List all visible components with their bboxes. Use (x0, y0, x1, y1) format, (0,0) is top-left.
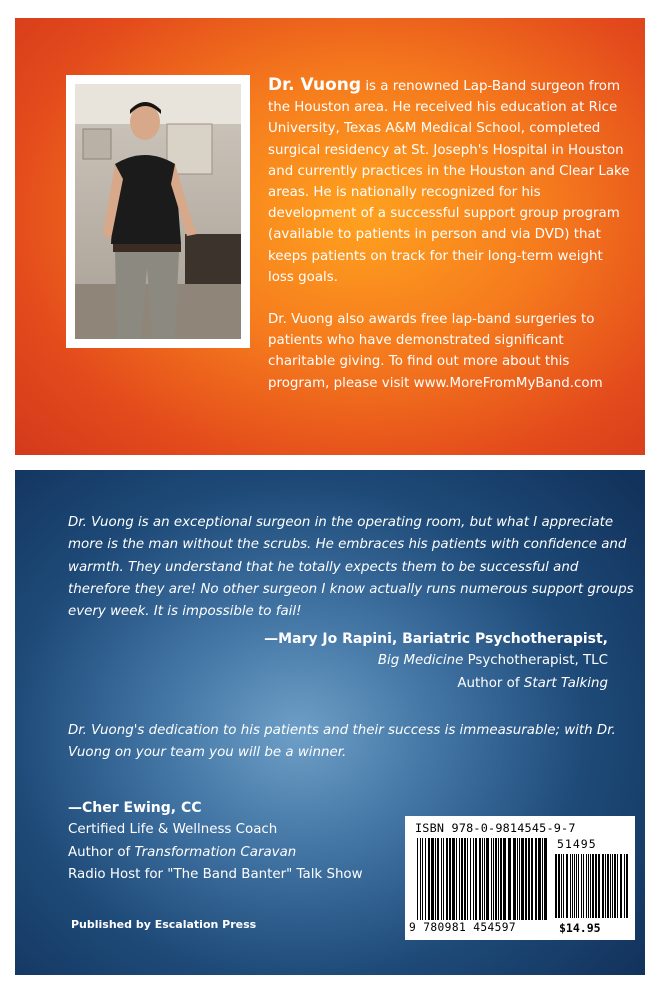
barcode-addon-bar (612, 854, 613, 918)
show-title: Big Medicine (377, 653, 464, 669)
barcode-addon-bar (583, 854, 584, 918)
testimonial-2-author: —Cher Ewing, CC (68, 800, 202, 816)
barcode-addon-bar (578, 854, 579, 918)
barcode-addon-bar (605, 854, 606, 918)
barcode-addon-bar (624, 854, 625, 918)
testimonial-2-quote: Dr. Vuong's dedication to his patients and their success is immeasurable; with Dr. Vuong on your team you will be a winner. (68, 723, 616, 761)
barcode-addon-bar (614, 854, 616, 918)
testimonial-2-credential-3: Radio Host for "The Band Banter" Talk Show (68, 866, 363, 882)
barcode-addon-bar (607, 854, 609, 918)
barcode-addon-bar (586, 854, 587, 918)
barcode-bar (459, 838, 460, 920)
barcode-addon-bar (558, 854, 560, 918)
barcode-bar (535, 838, 537, 920)
barcode-bar (452, 838, 455, 920)
testimonial-2-attribution (68, 797, 363, 886)
barcode-bar (495, 838, 497, 920)
author-name: Dr. Vuong (268, 75, 362, 95)
barcode-bar (531, 838, 533, 920)
barcode-bar (422, 838, 423, 920)
bio-paragraph-1-text: is a renowned Lap-Band surgeon from the Houston area. He received his education at Rice University, Texas A&M Medical School, completed surgical residency at St. Joseph's Hospital in Houston and currently practices in the Houston and Clear Lake areas. He is nationally recognized for his development of a successful support group program (available to patients in person and via DVD) that keeps patients on track for their long-term weight loss goals. (268, 79, 630, 285)
barcode-bar (498, 838, 499, 920)
barcode-addon-bar (602, 854, 604, 918)
barcode-addon-bar (581, 854, 582, 918)
book-title: Transformation Caravan (134, 844, 297, 860)
barcode-bar (449, 838, 451, 920)
price-label: $14.95 (559, 921, 601, 935)
barcode-bar (519, 838, 520, 920)
barcode-bar (464, 838, 466, 920)
author-photo-image (75, 84, 241, 339)
barcode-bar (525, 838, 527, 920)
testimonial-1-quote (68, 512, 638, 623)
barcode-addon-bar (598, 854, 600, 918)
barcode-addon-bar (626, 854, 628, 918)
barcode-addon-bar (555, 854, 557, 918)
barcode-bar (517, 838, 518, 920)
barcode-bar (513, 838, 516, 920)
barcode-addon-bar (572, 854, 573, 918)
barcode-bar (441, 838, 442, 920)
book-title: Start Talking (523, 675, 608, 691)
testimonial-1-author: —Mary Jo Rapini, Bariatric Psychotherapist, (264, 631, 608, 647)
barcode-addon-bar (570, 854, 571, 918)
barcode-bar (467, 838, 468, 920)
testimonial-2-credential-2 (68, 842, 363, 864)
testimonial-1-credential-1 (264, 650, 608, 672)
testimonial-1-text: Dr. Vuong is an exceptional surgeon in the operating room, but what I appreciate more is the man without the scrubs. He embraces his patients with confidence and warmth. They understand that he totally expects them to be successful and therefore they are! No other surgeon I know actually runs numerous support groups every week. It is impossible to fail! (68, 515, 634, 620)
barcode-bar (417, 838, 418, 920)
ean-digits: 9 780981 454597 (409, 921, 517, 934)
barcode-bar (521, 838, 524, 920)
barcode-addon-bar (563, 854, 564, 918)
barcode-bar (470, 838, 471, 920)
barcode-bar (500, 838, 502, 920)
barcode-bar (508, 838, 511, 920)
barcode-bar (461, 838, 463, 920)
barcode-bar (479, 838, 481, 920)
barcode-bar (482, 838, 483, 920)
barcode-bar (491, 838, 492, 920)
barcode-bar (425, 838, 426, 920)
testimonial-2-credential-1: Certified Life & Wellness Coach (68, 822, 278, 838)
barcode-bar (431, 838, 434, 920)
barcode-bar (428, 838, 430, 920)
barcode-bar (475, 838, 477, 920)
testimonials-panel (15, 470, 645, 975)
testimonial-1-credential-2 (264, 673, 608, 695)
barcode-bar (443, 838, 444, 920)
credential-text: Psychotherapist, TLC (463, 653, 608, 669)
author-bio-panel (15, 18, 645, 455)
barcode-addon-bar (592, 854, 594, 918)
barcode-bar (420, 838, 421, 920)
barcode-bar (456, 838, 457, 920)
barcode-bar (503, 838, 506, 920)
barcode-bar (493, 838, 494, 920)
barcode-addon-bar (566, 854, 568, 918)
barcode-bar (542, 838, 543, 920)
testimonial-1-attribution (264, 628, 608, 695)
barcode-addon-bar (595, 854, 597, 918)
isbn-label: ISBN 978-0-9814545-9-7 (415, 821, 576, 835)
barcode-bar (538, 838, 541, 920)
barcode-bar (544, 838, 547, 920)
price-addon-digits: 51495 (557, 837, 597, 851)
barcode-bar (435, 838, 436, 920)
barcode-addon-bar (610, 854, 611, 918)
barcode-bar (528, 838, 530, 920)
barcode-bar (446, 838, 448, 920)
barcode-addon-bar (588, 854, 589, 918)
barcode-addon-bar (561, 854, 562, 918)
barcode-addon-bar (617, 854, 618, 918)
barcode-addon-bar (590, 854, 591, 918)
isbn-barcode (405, 816, 635, 940)
barcode-addon-bar (620, 854, 622, 918)
credential-prefix: Author of (457, 675, 524, 691)
author-photo (66, 75, 250, 348)
barcode-bar (486, 838, 489, 920)
barcode-bar (437, 838, 439, 920)
credential-prefix: Author of (68, 844, 135, 860)
publisher-line: Published by Escalation Press (71, 918, 257, 931)
barcode-bar (473, 838, 474, 920)
barcode-bar (484, 838, 485, 920)
bio-paragraph-2: Dr. Vuong also awards free lap-band surgeries to patients who have demonstrated significant charitable giving. To find out more about this program, please visit www.MoreFromMyBand.com (268, 312, 603, 391)
barcode-addon-bar (574, 854, 575, 918)
barcode-addon-bar (576, 854, 577, 918)
